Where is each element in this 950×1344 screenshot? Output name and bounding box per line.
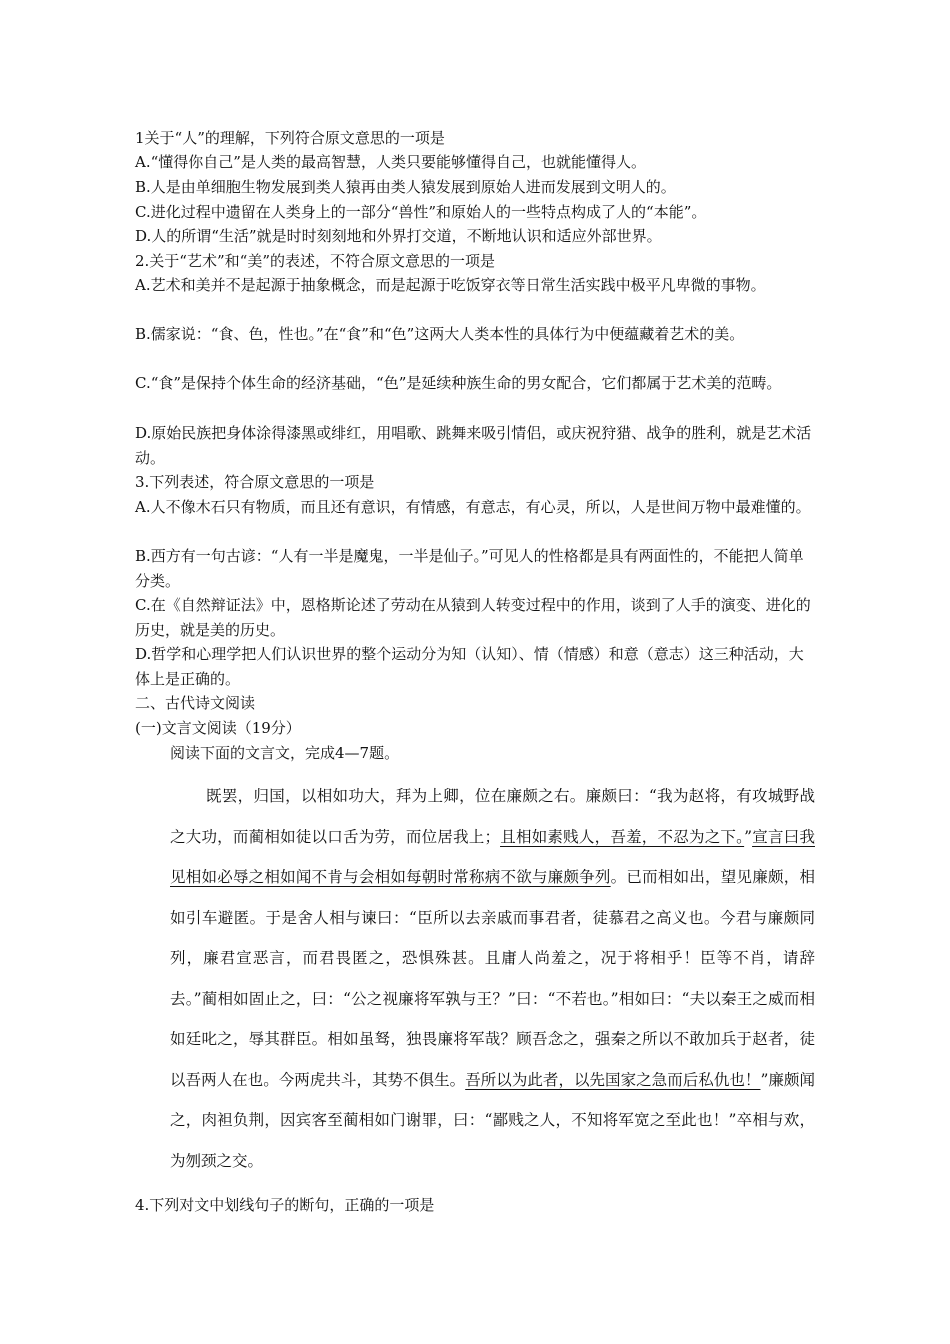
passage-text-3: 。已而相如出，望见廉颇，相如引车避匿。于是舍人相与谏曰：“臣所以去亲戚而事君者，徒慕君之高义也。今君与廉颇同列，廉君宣恶言，而君畏匿之，恐惧殊甚。且庸人尚羞之，况于将相乎！臣等不肖，请辞去。”蔺相如固止之，曰：“公之视廉将军孰与王？”曰：“不若也。”相如曰：“夫以秦王之威而相如廷叱之，辱其群臣。相如虽驽，独畏廉将军哉？顾吾念之，强秦之所以不敢加兵于赵者，徒以吾两人在也。今两虎共斗，其势不俱生。 — [170, 868, 815, 1089]
passage-text-1: 既罢，归国，以相如功大，拜为上卿，位在廉颇之右。廉颇曰：“我为赵将，有攻城野战之大功，而蔺相如徒以口舌为劳，而位居我上； — [170, 787, 815, 846]
reading-instruction: 阅读下面的文言文，完成4—7题。 — [170, 744, 400, 762]
q2-option-c: C.“食”是保持个体生命的经济基础，“色”是延续种族生命的男女配合，它们都属于艺术美的范畴。 — [135, 374, 782, 392]
classical-passage — [170, 776, 815, 1181]
q3-option-a: A.人不像木石只有物质，而且还有意识，有情感，有意志，有心灵，所以，人是世间万物中最难懂的。 — [135, 498, 811, 516]
underlined-sentence-2: 宣言曰我见相如必辱之相如闻不肯与会相如每朝时常称病不欲与廉颇争列 — [170, 827, 815, 886]
q1-option-c: C.进化过程中遗留在人类身上的一部分“兽性”和原始人的一些特点构成了人的“本能”。 — [135, 203, 707, 221]
q2-option-b: B.儒家说：“食、色，性也。”在“食”和“色”这两大人类本性的具体行为中便蕴藏着艺术的美。 — [135, 325, 745, 343]
passage-text-2: ” — [744, 827, 753, 846]
subsection-heading: (一)文言文阅读（19分） — [135, 719, 301, 737]
q1-option-a: A.“懂得你自己”是人类的最高智慧，人类只要能够懂得自己，也就能懂得人。 — [135, 153, 646, 171]
underlined-sentence-1: 且相如素贱人，吾羞，不忍为之下。 — [500, 827, 745, 846]
q4-stem: 4.下列对文中划线句子的断句，正确的一项是 — [135, 1196, 435, 1214]
q3-option-b: B.西方有一句古谚：“人有一半是魔鬼，一半是仙子。”可见人的性格都是具有两面性的，不能把人简单分类。 — [135, 547, 804, 590]
q3-stem: 3.下列表述，符合原文意思的一项是 — [135, 473, 375, 491]
q2-stem: 2.关于“艺术”和“美”的表述，不符合原文意思的一项是 — [135, 252, 495, 270]
q3-option-c: C.在《自然辩证法》中，恩格斯论述了劳动在从猿到人转变过程中的作用，谈到了人手的演变、进化的历史，就是美的历史。 — [135, 596, 811, 639]
underlined-sentence-3: 吾所以为此者，以先国家之急而后私仇也！ — [465, 1070, 761, 1089]
q1-stem: 1关于“人”的理解，下列符合原文意思的一项是 — [135, 129, 445, 147]
passage-text-4: ”廉颇闻之，肉袒负荆，因宾客至蔺相如门谢罪，曰：“鄙贱之人，不知将军宽之至此也！”卒相与欢，为刎颈之交。 — [170, 1070, 815, 1170]
section-heading: 二、古代诗文阅读 — [135, 694, 256, 712]
q2-option-a: A.艺术和美并不是起源于抽象概念，而是起源于吃饭穿衣等日常生活实践中极平凡卑微的事物。 — [135, 276, 766, 294]
q1-option-d: D.人的所谓“生活”就是时时刻刻地和外界打交道，不断地认识和适应外部世界。 — [135, 227, 662, 245]
q2-option-d: D.原始民族把身体涂得漆黑或绯红，用唱歌、跳舞来吸引情侣，或庆祝狩猎、战争的胜利，就是艺术活动。 — [135, 424, 812, 467]
q3-option-d: D.哲学和心理学把人们认识世界的整个运动分为知（认知）、情（情感）和意（意志）这三种活动，大体上是正确的。 — [135, 645, 804, 688]
q1-option-b: B.人是由单细胞生物发展到类人猿再由类人猿发展到原始人进而发展到文明人的。 — [135, 178, 676, 196]
